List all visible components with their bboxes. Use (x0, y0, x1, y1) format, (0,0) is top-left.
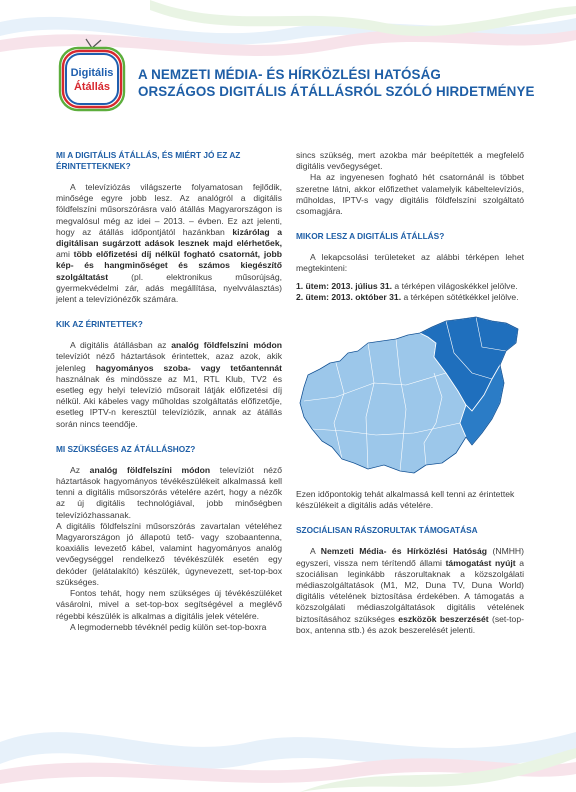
section-body-requirements-3: Fontos tehát, hogy nem szükséges új tévékészüléket vásárolni, mivel a set-top-box segítségével a meglévő régebbi készülék is alkalmas a digitális jelek vételére. (56, 588, 282, 621)
phase-1-line: 1. ütem: 2013. július 31. a térképen világoskékkel jelölve. (296, 280, 518, 291)
svg-text:Átállás: Átállás (73, 81, 111, 93)
section-body-support: A Nemzeti Média- és Hírközlési Hatóság (NMHH) egyszeri, vissza nem térítendő állami támogatást nyújt a szociálisan leginkább rászorultaknak a közszolgálati médiaszolgáltatások (M1, M2, Duna TV, Duna World) digitális vételének biztosítása érdekében. A támogatás a közszolgálati médiaszolgáltatások digitális vételének biztosításához szükséges eszközök beszerzését (set-top-box, antenna stb.) és azok beszerelését jelenti. (296, 546, 525, 635)
section-body-what: A televíziózás világszerte folyamatosan fejlődik, minősége egyre jobb lesz. Az analógról a digitális földfelszíni műsorszórásra való átállás Magyarországon is megvalósul még az idei – 2013. – évben. Ez azt jelenti, hogy az átállás időpontjától hazánkban kizárólag a digitálisan sugárzott adások lesznek majd elérhetőek, ami több előfizetési díj nélkül fogható csatornát, jobb kép- és hangminőséget és számos kiegészítő szolgáltatást (pl. elektronikus műsorújság, gyermekvédelmi zár, adás megállítása, nyelvválasztás) jelent a televíziónézők számára. (56, 182, 283, 305)
section-heading-when: MIKOR LESZ A DIGITÁLIS ÁTÁLLÁS? (296, 231, 445, 242)
svg-text:Digitális: Digitális (70, 67, 114, 79)
continuation-text-1: sincs szükség, mert azokba már beépítették a megfelelő digitális vevőegységet. (296, 150, 524, 172)
digitalis-atallas-logo (56, 38, 128, 116)
map-caption: Ezen időpontokig tehát alkalmassá kell tenni az érintettek készülékeit a digitális adás vételére. (296, 489, 515, 511)
section-body-who: A digitális átállásban az analóg földfelszíni módon televíziót néző háztartások érintettek, azaz azok, akik jelenleg hagyományos szoba- vagy tetőantennát használnak és mindössze az M1, RTL Klub, TV2 és esetleg egy helyi televízió műsorait látják előfizetési díj nélkül. Aki kábeles vagy műholdas szolgáltatás előfizetője, esetleg IPTV-n keresztül televíziózik, annak az átállás során nincs teendője. (56, 340, 282, 429)
title-line-2: ORSZÁGOS DIGITÁLIS ÁTÁLLÁSRÓL SZÓLÓ HIRDETMÉNYE (138, 84, 535, 99)
section-heading-what: MI A DIGITÁLIS ÁTÁLLÁS, ÉS MIÉRT JÓ EZ AZ ÉRINTETTEKNEK? (56, 150, 241, 171)
title-line-1: A NEMZETI MÉDIA- ÉS HÍRKÖZLÉSI HATÓSÁG (138, 67, 441, 82)
hungary-switchover-map (296, 313, 524, 481)
phase-2-line: 2. ütem: 2013. október 31. a térképen sötétkékkel jelölve. (296, 291, 519, 302)
bottom-ribbon-decoration (0, 672, 576, 792)
page-title (138, 66, 538, 100)
continuation-text-2: Ha az ingyenesen fogható hét csatornánál is többet szeretne látni, akkor előfizethet valamelyik kábeltelevíziós, műholdas, IPTV-s vagy digitális földfelszíni szolgáltató csomagjára. (296, 172, 524, 217)
section-heading-who: KIK AZ ÉRINTETTEK? (56, 319, 143, 330)
section-heading-support: SZOCIÁLISAN RÁSZORULTAK TÁMOGATÁSA (296, 525, 478, 536)
section-body-requirements-2: A digitális földfelszíni műsorszórás zavartalan vételéhez Magyarországon jó állapotú tető- vagy szobaantenna, koaxiális levezető kábel, valamint hagyományos analóg vevőegységgel rendelkező tévékészülék esetén egy dekóder (jelátalakító) készülék, úgynevezett, set-top-box szükséges. (56, 520, 282, 587)
section-body-when: A lekapcsolási területeket az alábbi térképen lehet megtekinteni: (296, 252, 524, 274)
section-body-requirements-1: Az analóg földfelszíni módon televíziót néző háztartások hagyományos tévékészülékeit alkalmassá kell tenni a digitális műsorszórás vételére azért, hogy a nézők az új digitális technológiával, jobb minőségben televíziózhassanak. (56, 464, 282, 520)
right-column (296, 150, 524, 636)
left-column (56, 150, 282, 633)
section-heading-requirements: MI SZÜKSÉGES AZ ÁTÁLLÁSHOZ? (56, 443, 196, 454)
section-body-requirements-4: A legmodernebb tévéknél pedig külön set-top-boxra (70, 621, 267, 632)
